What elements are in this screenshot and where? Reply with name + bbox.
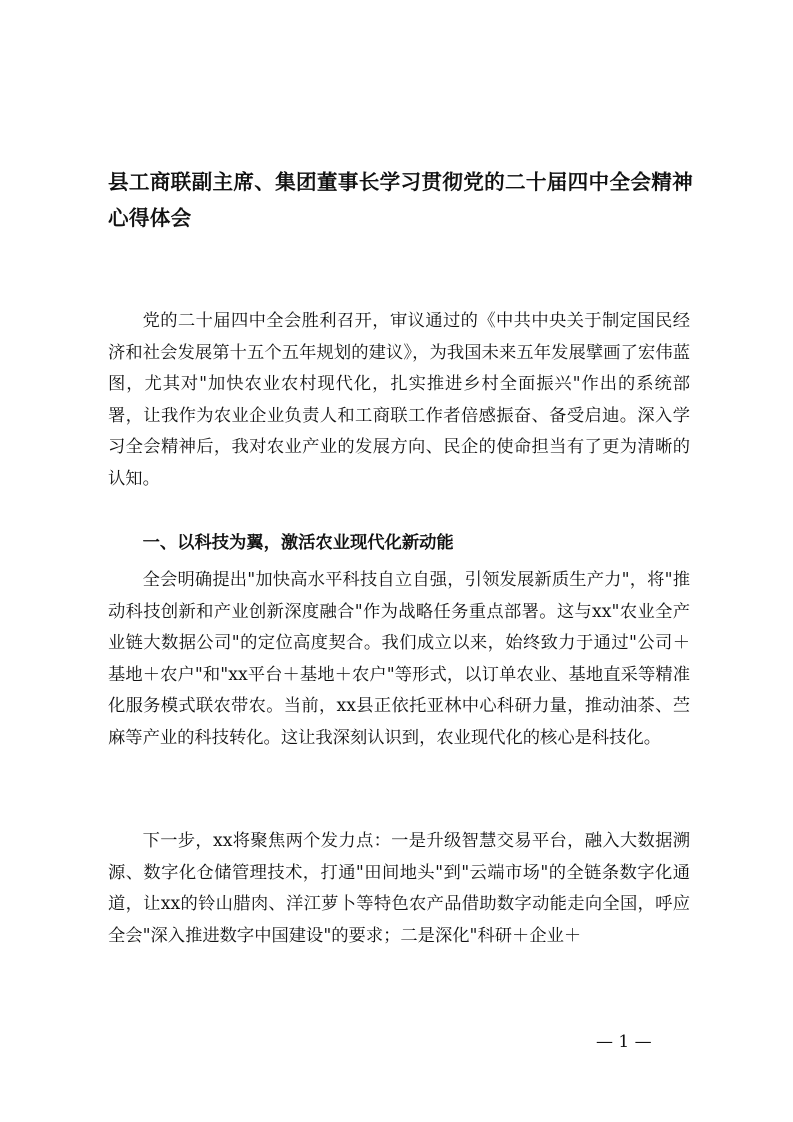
page-number: — 1 — (596, 1032, 652, 1052)
section-paragraph-2: 下一步，xx将聚焦两个发力点：一是升级智慧交易平台，融入大数据溯源、数字化仓储管理技术，打通"田间地头"到"云端市场"的全链条数字化通道，让xx的铃山腊肉、洋江萝卜等特色农产品借助数字动能走向全国，呼应全会"深入推进数字中国建设"的要求；二是深化"科研＋企业＋ (108, 831, 690, 946)
document-title: 县工商联副主席、集团董事长学习贯彻党的二十届四中全会精神心得体会 (108, 170, 694, 230)
section-heading: 一、以科技为翼，激活农业现代化新动能 (142, 533, 454, 553)
intro-paragraph: 党的二十届四中全会胜利召开，审议通过的《中共中央关于制定国民经济和社会发展第十五个五年规划的建议》，为我国未来五年发展擘画了宏伟蓝图，尤其对"加快农业农村现代化，扎实推进乡村全面振兴"作出的系统部署，让我作为农业企业负责人和工商联工作者倍感振奋、备受启迪。深入学习全会精神后，我对农业产业的发展方向、民企的使命担当有了更为清晰的认知。 (108, 311, 690, 489)
section-paragraph-1: 全会明确提出"加快高水平科技自立自强，引领发展新质生产力"，将"推动科技创新和产业创新深度融合"作为战略任务重点部署。这与xx"农业全产业链大数据公司"的定位高度契合。我们成立以来，始终致力于通过"公司＋基地＋农户"和"xx平台＋基地＋农户"等形式，以订单农业、基地直采等精准化服务模式联农带农。当前，xx县正依托亚林中心科研力量，推动油茶、苎麻等产业的科技转化。这让我深刻认识到，农业现代化的核心是科技化。 (108, 570, 690, 748)
